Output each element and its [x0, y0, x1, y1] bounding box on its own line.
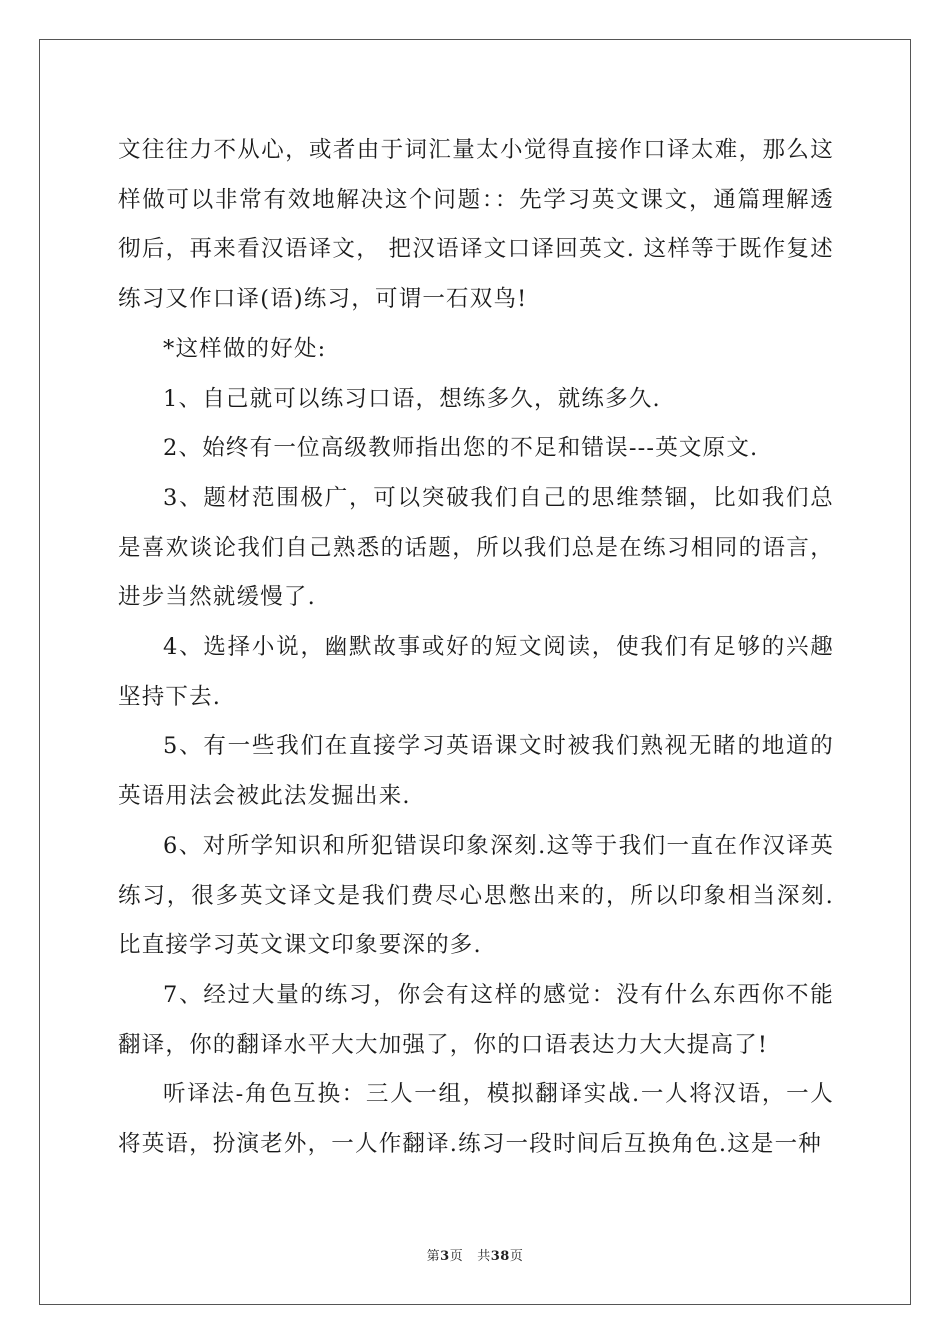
paragraph: *这样做的好处:: [163, 335, 327, 362]
document-body: [118, 126, 834, 1170]
list-item: 5、有一些我们在直接学习英语课文时被我们熟视无睹的地道的英语用法会被此法发掘出来.: [118, 733, 834, 810]
page-prefix: 第: [426, 1249, 441, 1264]
list-item: 2、始终有一位高级教师指出您的不足和错误---英文原文.: [163, 435, 759, 462]
paragraph: 听译法-角色互换：三人一组，模拟翻译实战.一人将汉语，一人将英语，扮演老外，一人作翻译.练习一段时间后互换角色.这是一种: [118, 1081, 834, 1158]
list-item: 1、自己就可以练习口语，想练多久，就练多久.: [163, 385, 661, 412]
paragraph: 文往往力不从心，或者由于词汇量太小觉得直接作口译太难，那么这样做可以非常有效地解决这个问题：：先学习英文课文，通篇理解透彻后，再来看汉语译文， 把汉语译文口译回英文. 这样等于既作复述练习又作口译(语)练习，可谓一石双鸟!: [118, 137, 834, 313]
current-page-number: 3: [440, 1249, 450, 1264]
list-item: 7、经过大量的练习，你会有这样的感觉：没有什么东西你不能翻译，你的翻译水平大大加强了，你的口语表达力大大提高了!: [118, 981, 834, 1058]
total-suffix: 页: [509, 1249, 524, 1264]
list-item: 6、对所学知识和所犯错误印象深刻.这等于我们一直在作汉译英练习，很多英文译文是我们费尽心思憋出来的，所以印象相当深刻.比直接学习英文课文印象要深的多.: [118, 832, 834, 959]
list-item: 3、题材范围极广，可以突破我们自己的思维禁锢，比如我们总是喜欢谈论我们自己熟悉的话题，所以我们总是在练习相同的语言，进步当然就缓慢了.: [118, 484, 834, 611]
list-item: 4、选择小说，幽默故事或好的短文阅读，使我们有足够的兴趣坚持下去.: [118, 634, 834, 710]
total-page-count: 38: [490, 1249, 510, 1264]
total-prefix: 共: [477, 1249, 491, 1264]
page-footer: [0, 1245, 950, 1264]
page-suffix: 页: [449, 1249, 464, 1264]
